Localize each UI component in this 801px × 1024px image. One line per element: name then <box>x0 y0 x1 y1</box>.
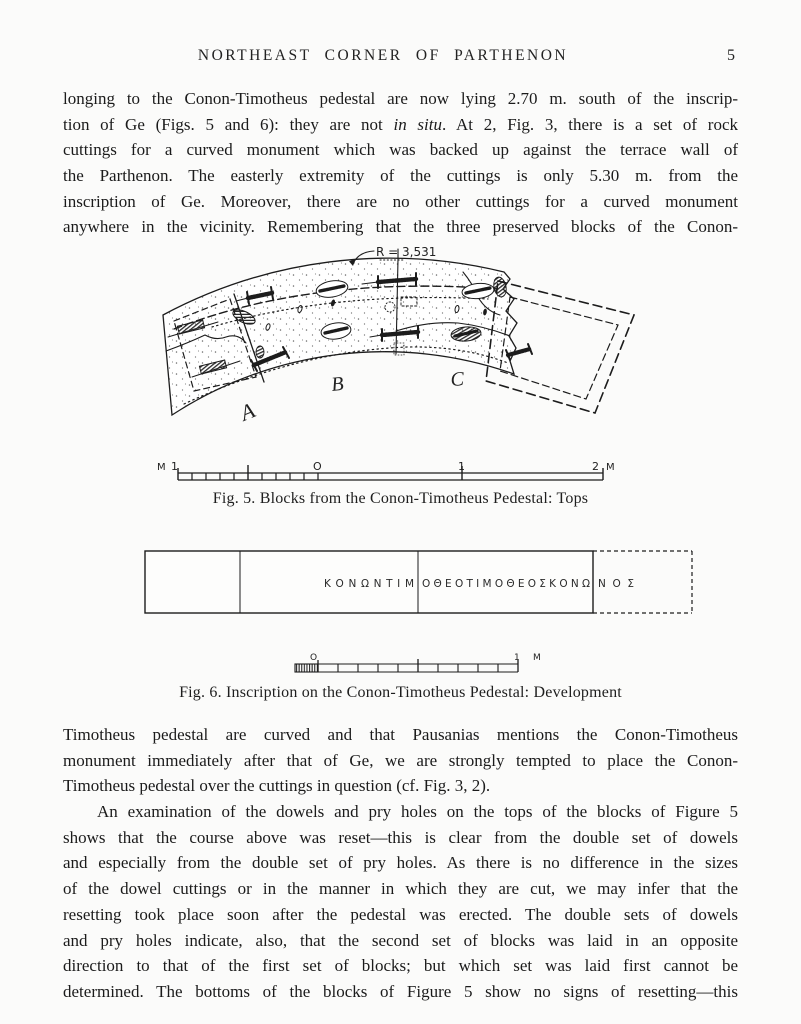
text-line <box>63 86 738 112</box>
text-line <box>63 928 738 954</box>
text-line <box>63 876 738 902</box>
figure6-scale-bar <box>283 650 553 680</box>
block-band <box>163 249 532 415</box>
text-segment: inscription of Ge. Moreover, there are no other cuttings for a curved monument <box>63 191 738 211</box>
text-line <box>63 773 738 799</box>
page-number: 5 <box>727 47 735 64</box>
figure5-scale-bar <box>155 452 625 492</box>
text-line <box>63 214 738 240</box>
text-line <box>63 799 738 825</box>
break-patch-ab2 <box>256 346 264 358</box>
text-segment: of the dowel cuttings or in the manner in which they are cut, we may infer that the <box>63 879 738 899</box>
radius-label: R = 3,531 <box>376 245 437 259</box>
text-segment: direction to that of the first set of blocks; but which set was laid first cannot be <box>63 956 738 976</box>
block-label-a: A <box>236 397 259 426</box>
scale5-zero: O <box>313 460 322 473</box>
inscription-text-left: ΚΟΝΩΝΤΙΜ <box>324 578 414 590</box>
text-segment: anywhere in the vicinity. Remembering that the three preserved blocks of the Conon- <box>63 217 738 237</box>
text-segment: and pry holes indicate, also, that the second set of blocks was laid in an opposite <box>63 930 738 950</box>
scale5-unit-left: M <box>157 462 166 473</box>
body-text-bottom <box>63 722 738 1005</box>
text-segment: . At 2, Fig. 3, there is a set of rock <box>441 114 738 134</box>
text-line <box>63 163 738 189</box>
scale6-one: 1 <box>514 653 520 663</box>
text-line <box>63 979 738 1005</box>
text-segment: Timotheus pedestal are curved and that Pausanias mentions the Conon-Timotheus <box>63 725 738 744</box>
inscription-text-middle: ΟΘΕΟΤΙΜΟΘΕΟΣΚΟΝΩ <box>422 578 590 590</box>
running-head-title: NORTHEAST CORNER OF PARTHENON <box>197 47 569 64</box>
figure6-inscription-strip <box>138 546 700 618</box>
figure5-caption: Fig. 5. Blocks from the Conon-Timotheus Pedestal: Tops <box>212 490 589 507</box>
figure6-caption: Fig. 6. Inscription on the Conon-Timotheus Pedestal: Development <box>179 684 622 701</box>
text-segment: determined. The bottoms of the blocks of Figure 5 show no signs of resetting—this <box>63 981 738 1001</box>
text-segment: the Parthenon. The easterly extremity of the cuttings is only 5.30 m. from the <box>63 166 738 186</box>
scale6-zero: O <box>310 653 318 663</box>
scale5-minus-one: 1 <box>171 460 178 473</box>
scale6-bar <box>295 659 518 672</box>
inscription-dashed-block <box>593 551 692 613</box>
text-segment: and especially from the double set of pry holes. As there is no difference in the sizes <box>63 853 738 873</box>
text-line <box>63 850 738 876</box>
inscription-solid-outline <box>145 551 593 613</box>
scale5-two: 2 <box>592 460 599 473</box>
text-segment: longing to the Conon-Timotheus pedestal are now lying 2.70 m. south of the inscrip- <box>63 89 738 108</box>
scale5-bar <box>178 465 603 480</box>
text-line <box>63 748 738 774</box>
body-text-top <box>63 86 738 240</box>
text-line <box>63 825 738 851</box>
text-segment: resetting took place soon after the pedestal was erected. The double sets of dowels <box>63 904 738 924</box>
text-segment: cuttings for a curved monument which was backed up against the terrace wall of <box>63 140 738 160</box>
text-segment: monument immediately after that of Ge, we are strongly tempted to place the Conon- <box>63 750 738 770</box>
scale5-unit-right: M <box>606 462 615 473</box>
inscription-text-right: ΝΟΣ <box>598 578 634 590</box>
italic-text-segment: in situ <box>393 114 442 134</box>
text-segment: Timotheus pedestal over the cuttings in question (cf. Fig. 3, 2). <box>63 776 491 796</box>
text-segment: shows that the course above was reset—this is clear from the double set of dowels <box>63 827 738 847</box>
text-line <box>63 902 738 928</box>
text-segment: An examination of the dowels and pry holes on the tops of the blocks of Figure 5 <box>97 802 738 822</box>
text-segment: tion of Ge (Figs. 5 and 6): they are not <box>63 114 394 134</box>
block-label-c: C <box>449 368 465 391</box>
text-line <box>63 953 738 979</box>
block-label-b: B <box>330 372 345 396</box>
scale5-one: 1 <box>458 460 465 473</box>
text-line <box>63 112 738 138</box>
text-line <box>63 137 738 163</box>
text-line <box>63 722 738 748</box>
scale6-unit: M <box>533 653 541 663</box>
figure5-drawing <box>148 239 658 444</box>
text-line <box>63 189 738 215</box>
